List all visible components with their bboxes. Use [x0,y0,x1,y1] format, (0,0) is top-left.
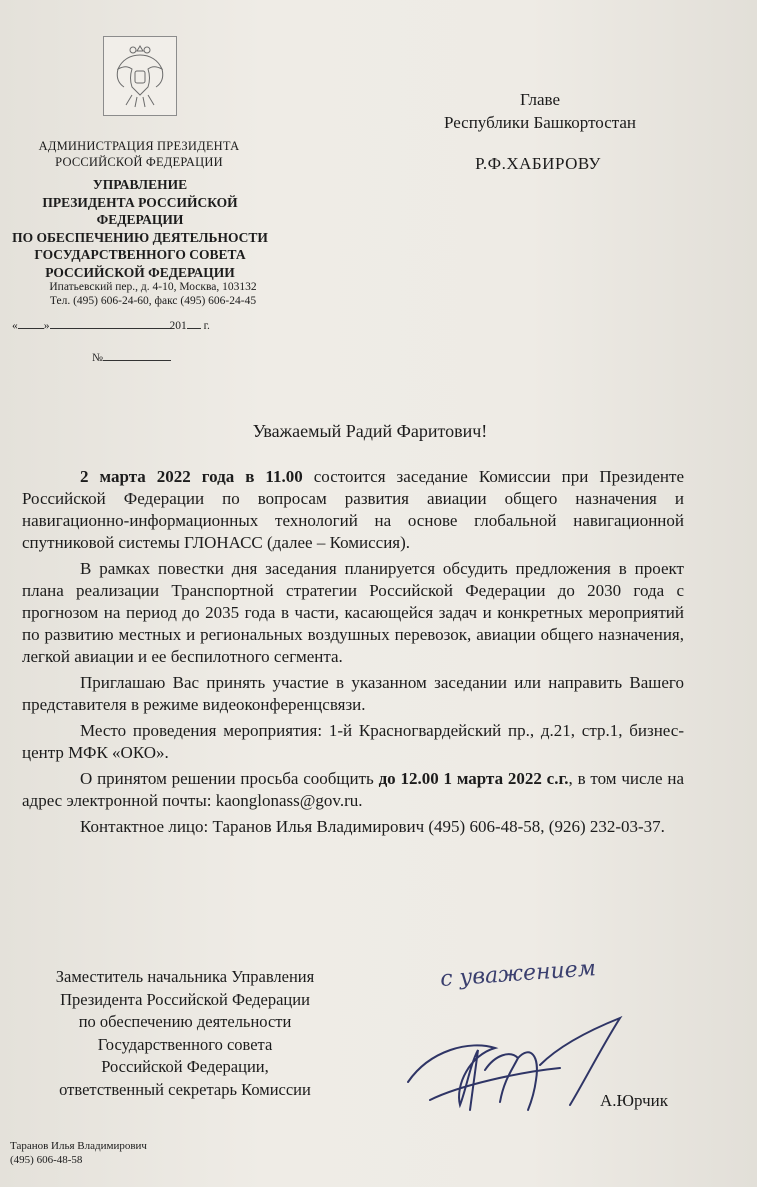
recipient-name: Р.Ф.ХАБИРОВУ [475,154,601,173]
letter-body [22,466,684,838]
date-year: 201 [169,320,187,332]
paragraph-2: В рамках повестки дня заседания планируется обсудить предложения в проект плана реализации Транспортной стратегии Российской Федерации до 2030 года с прогнозом на период до 2035 года в части, касающейся задач и конкретных мероприятий по развитию местных и региональных воздушных перевозок, авиации общего назначения, легкой авиации и ее беспилотного сегмента. [22,559,684,666]
executor-name: Таранов Илья Владимирович [10,1140,147,1152]
recipient-line-2: Республики Башкортостан [443,113,637,132]
address-block [18,280,288,308]
dept-line-1: УПРАВЛЕНИЕ [92,177,188,192]
executor-phone: (495) 606-48-58 [10,1154,83,1166]
admin-header [0,138,278,170]
signer-position: Заместитель начальника Управления Президента Российской Федерации по обеспечению деятельности Государственного совета Российской Федерации, ответственный секретарь Комиссии [55,967,315,1099]
recipient-line-1: Главе [519,90,561,109]
paragraph-6: Контактное лицо: Таранов Илья Владимирович (495) 606-48-58, (926) 232-03-37. [80,817,665,836]
paragraph-3: Приглашаю Вас принять участие в указанном заседании или направить Вашего представителя в режиме видеоконференцсвязи. [22,673,684,714]
admin-line-1: АДМИНИСТРАЦИЯ ПРЕЗИДЕНТА [38,139,240,153]
dept-line-3: ПО ОБЕСПЕЧЕНИЮ ДЕЯТЕЛЬНОСТИ [12,229,268,245]
handwritten-note: с уважением [439,956,597,992]
dept-line-5: РОССИЙСКОЙ ФЕДЕРАЦИИ [45,264,235,280]
paragraph-5: О принятом решении просьба сообщить до 12.00 1 марта 2022 с.г., в том числе на адрес электронной почты: kaonglonass@gov.ru. [22,769,685,810]
department-header [0,176,280,281]
handwritten-signature-icon [400,1010,630,1120]
signer-name: А.Юрчик [600,1091,668,1110]
admin-line-2: РОССИЙСКОЙ ФЕДЕРАЦИИ [55,155,223,169]
dept-line-2: ПРЕЗИДЕНТА РОССИЙСКОЙ ФЕДЕРАЦИИ [42,194,238,227]
paragraph-1: 2 марта 2022 года в 11.00 состоится заседание Комиссии при Президенте Российской Федерации по вопросам развития авиации общего назначения и навигационно-информационных технологий на основе глобальной навигационной спутниковой системы ГЛОНАСС (далее – Комиссия). [22,467,684,552]
executor-info [10,1139,250,1167]
number-line: № [92,348,212,365]
response-deadline: до 12.00 1 марта 2022 с.г. [378,769,569,788]
recipient-block [410,88,670,134]
address-line-2: Тел. (495) 606-24-60, факс (495) 606-24-45 [49,295,257,307]
russian-coat-of-arms-icon [103,36,177,116]
dept-line-4: ГОСУДАРСТВЕННОГО СОВЕТА [34,247,246,262]
salutation: Уважаемый Радий Фаритович! [252,421,488,441]
date-line: « » 201 г. [12,316,282,333]
meeting-datetime: 2 марта 2022 года в 11.00 [80,467,303,486]
paragraph-4: Место проведения мероприятия: 1-й Красногвардейский пр., д.21, стр.1, бизнес-центр МФК «ОКО». [22,721,684,762]
address-line-1: Ипатьевский пер., д. 4-10, Москва, 103132 [49,281,257,293]
